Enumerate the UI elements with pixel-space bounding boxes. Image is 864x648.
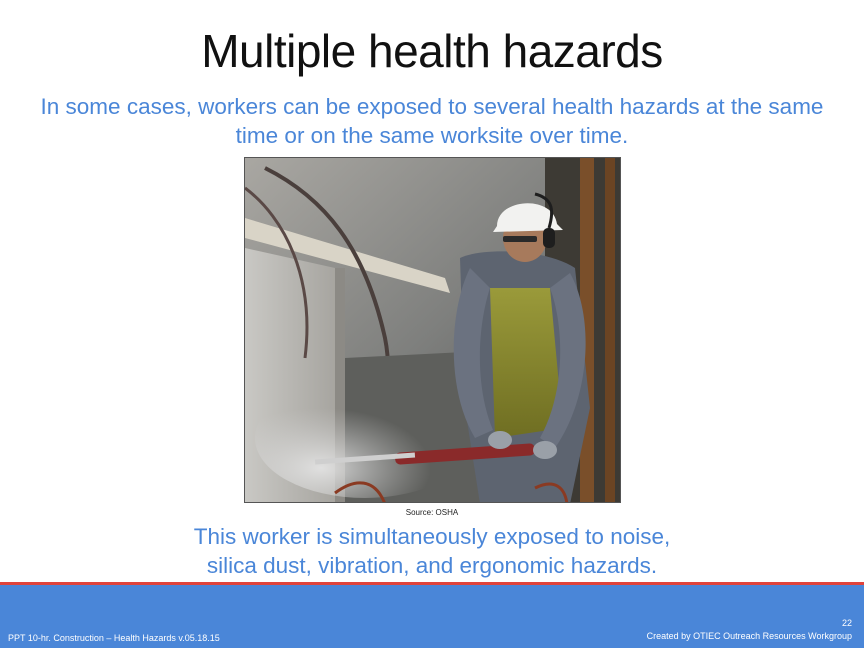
caption-line-1: This worker is simultaneously exposed to noise, xyxy=(193,524,671,549)
caption-line-2: silica dust, vibration, and ergonomic hazards. xyxy=(206,553,658,578)
worker-photo xyxy=(244,157,621,503)
image-caption xyxy=(100,522,764,580)
footer-course-label: PPT 10-hr. Construction – Health Hazards v.05.18.15 xyxy=(8,633,220,643)
worker-jackhammer-image xyxy=(245,158,621,503)
slide-title: Multiple health hazards xyxy=(201,25,663,77)
slide-number: 22 xyxy=(841,618,852,628)
footer-credit: Created by OTIEC Outreach Resources Workgroup xyxy=(646,631,852,641)
slide-subtitle: In some cases, workers can be exposed to several health hazards at the same time or on the same worksite over time. xyxy=(40,94,824,148)
image-source-credit: Source: OSHA xyxy=(405,508,459,517)
